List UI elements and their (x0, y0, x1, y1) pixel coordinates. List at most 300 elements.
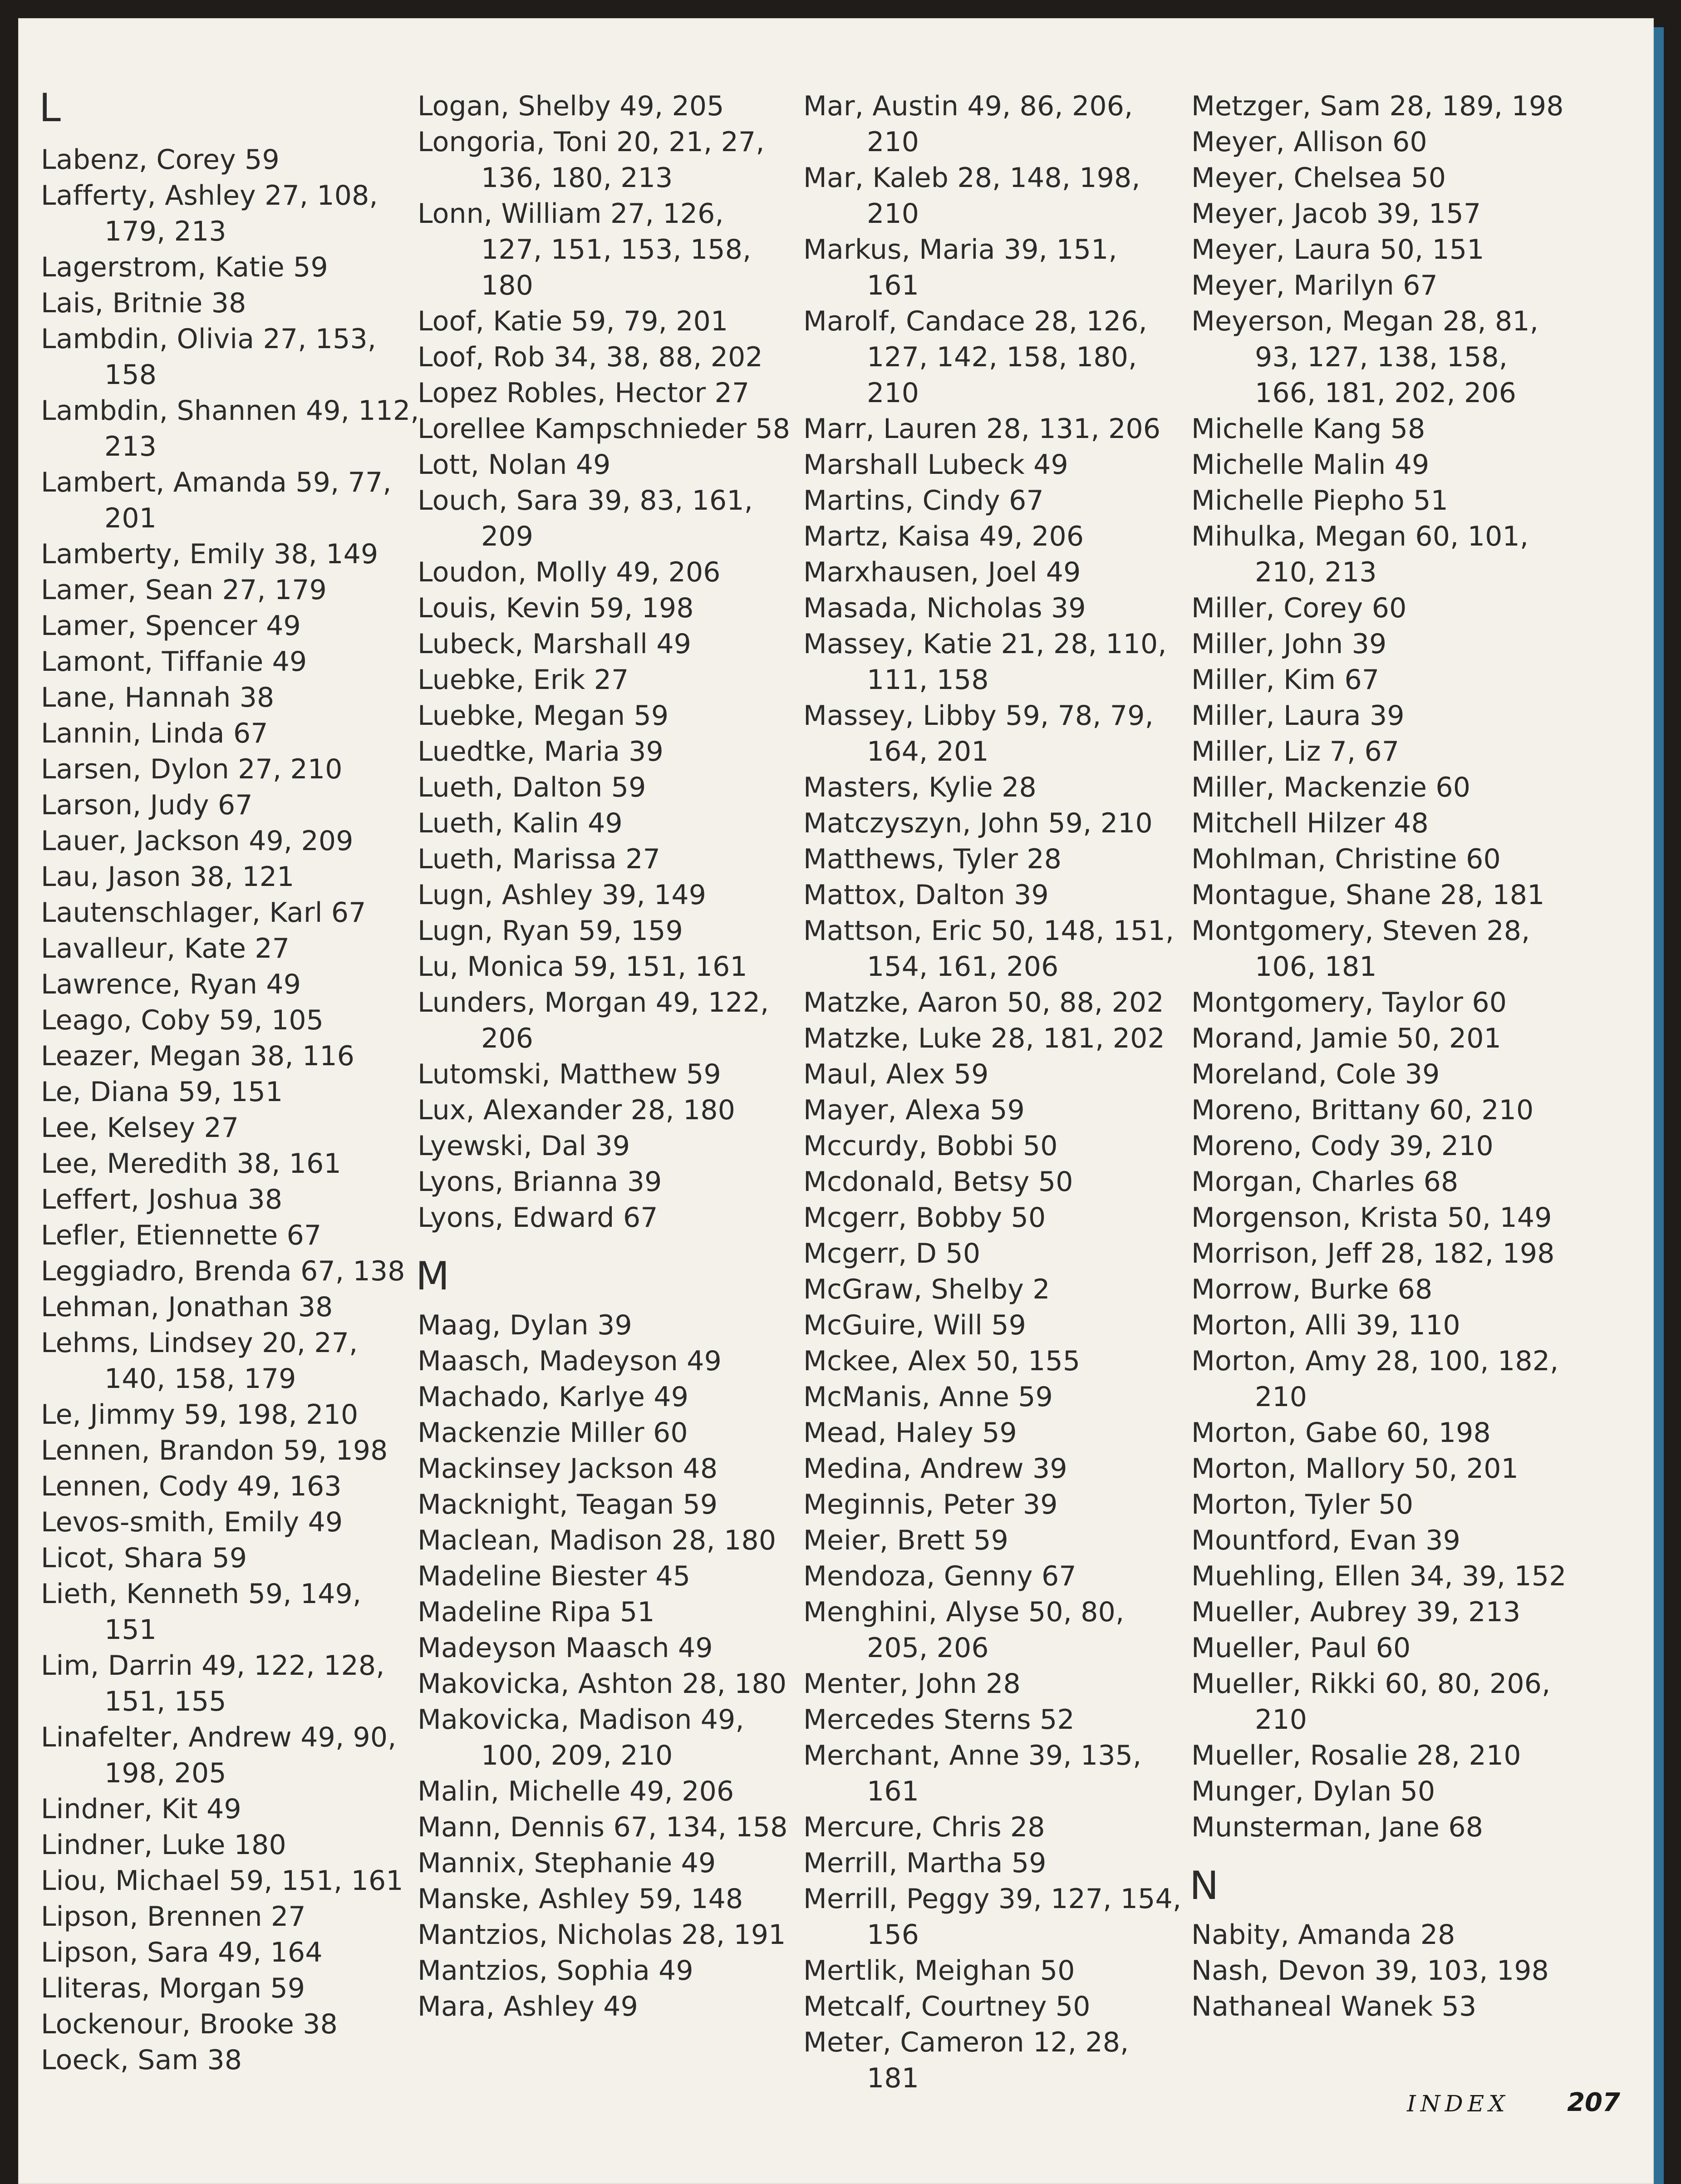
index-entry (803, 1738, 1194, 1810)
index-entry (1191, 770, 1627, 806)
index-entry-text: Linafelter, Andrew 49, 90, (41, 1722, 397, 1753)
index-entry (418, 1057, 808, 1092)
index-entry-text: Marolf, Candace 28, 126, (803, 305, 1147, 337)
index-entry (418, 339, 808, 375)
index-entry-text: Mead, Haley 59 (803, 1417, 1017, 1449)
index-entry-text: Meyer, Laura 50, 151 (1191, 234, 1484, 266)
index-entry-text: Miller, Corey 60 (1191, 592, 1407, 624)
index-entry-text: Malin, Michelle 49, 206 (418, 1776, 734, 1807)
index-entry-continuation: 213 (104, 431, 157, 462)
index-entry-text: Lagerstrom, Katie 59 (41, 251, 328, 283)
index-entry-text: Moreno, Brittany 60, 210 (1191, 1094, 1534, 1126)
index-entry-text: Mattson, Eric 50, 148, 151, (803, 915, 1175, 947)
index-entry (1191, 1810, 1627, 1845)
index-entry-continuation: 210 (867, 377, 919, 409)
index-entry (803, 1881, 1194, 1953)
index-entry-text: Morton, Mallory 50, 201 (1191, 1453, 1519, 1485)
index-entry (418, 1343, 808, 1379)
index-entry-text: Mackenzie Miller 60 (418, 1417, 688, 1449)
index-entry-text: Muehling, Ellen 34, 39, 152 (1191, 1560, 1567, 1592)
index-entry (418, 698, 808, 734)
index-entry (803, 1487, 1194, 1523)
index-entry-text: Mueller, Paul 60 (1191, 1632, 1411, 1664)
index-entry-continuation: 127, 151, 153, 158, (481, 234, 752, 266)
index-entry-text: Louis, Kevin 59, 198 (418, 592, 694, 624)
index-entry-text: Mcgerr, D 50 (803, 1238, 981, 1269)
index-entry-text: Machado, Karlye 49 (418, 1381, 689, 1413)
index-entry-text: Luebke, Megan 59 (418, 700, 669, 732)
index-entry (803, 1989, 1194, 2025)
index-entry (1191, 1523, 1627, 1559)
index-entry (41, 2007, 413, 2042)
index-entry-text: Leggiadro, Brenda 67, 138 (41, 1255, 405, 1287)
index-entry-text: Miller, John 39 (1191, 628, 1387, 660)
index-page (18, 18, 1654, 2184)
index-entry-text: Morgenson, Krista 50, 149 (1191, 1202, 1552, 1234)
index-entry (41, 393, 419, 465)
index-entry-text: Marshall Lubeck 49 (803, 449, 1068, 481)
index-column-3 (803, 89, 1194, 2096)
index-entry (803, 1092, 1194, 1128)
index-entry (418, 734, 808, 770)
index-entry (803, 770, 1194, 806)
index-entry (1191, 1953, 1627, 1989)
index-entry (803, 519, 1194, 555)
index-entry (418, 1774, 808, 1810)
index-entry-text: Merchant, Anne 39, 135, (803, 1740, 1142, 1771)
index-entry (418, 841, 808, 877)
index-entry (1191, 304, 1627, 411)
index-entry-text: Louch, Sara 39, 83, 161, (418, 485, 753, 516)
index-entry-text: Lorellee Kampschnieder 58 (418, 413, 791, 445)
index-entry (418, 1379, 808, 1415)
index-entry-text: Matthews, Tyler 28 (803, 843, 1062, 875)
index-entry (418, 1989, 808, 2025)
index-entry-text: Mueller, Rosalie 28, 210 (1191, 1740, 1521, 1771)
index-entry-continuation: 100, 209, 210 (481, 1740, 673, 1771)
index-entry-text: Nathaneal Wanek 53 (1191, 1991, 1477, 2022)
index-entry-text: Miller, Mackenzie 60 (1191, 772, 1471, 803)
index-entry-text: Lamer, Spencer 49 (41, 610, 301, 642)
index-entry-text: Lamberty, Emily 38, 149 (41, 538, 378, 570)
index-entry (1191, 124, 1627, 160)
index-entry-text: Mertlik, Meighan 50 (803, 1955, 1075, 1987)
index-entry-text: Lunders, Morgan 49, 122, (418, 987, 769, 1018)
index-entry (41, 1218, 413, 1254)
index-entry-text: Morand, Jamie 50, 201 (1191, 1023, 1501, 1054)
index-entry (41, 321, 413, 393)
index-entry (418, 913, 808, 949)
index-entry-text: Nash, Devon 39, 103, 198 (1191, 1955, 1549, 1987)
index-entry (418, 626, 808, 662)
index-entry (418, 590, 808, 626)
index-entry (418, 89, 808, 124)
index-entry (41, 644, 413, 680)
index-entry-text: Makovicka, Ashton 28, 180 (418, 1668, 787, 1700)
index-entry (803, 1559, 1194, 1594)
index-entry-continuation: 158 (104, 359, 157, 391)
index-entry (803, 698, 1194, 770)
index-entry-continuation: 164, 201 (867, 736, 989, 767)
index-entry (41, 967, 413, 1003)
index-entry (1191, 590, 1627, 626)
index-entry-text: Levos-smith, Emily 49 (41, 1506, 343, 1538)
index-entry-text: Manske, Ashley 59, 148 (418, 1883, 743, 1915)
index-entry (1191, 1092, 1627, 1128)
index-entry-text: Mueller, Rikki 60, 80, 206, (1191, 1668, 1551, 1700)
index-entry-text: Lamer, Sean 27, 179 (41, 574, 327, 606)
index-entry (803, 1236, 1194, 1272)
index-entry (803, 877, 1194, 913)
index-entry-text: Liou, Michael 59, 151, 161 (41, 1865, 403, 1897)
index-entry (418, 447, 808, 483)
index-entry (1191, 1559, 1627, 1594)
index-entry-continuation: 180 (481, 270, 534, 301)
index-entry-text: Lockenour, Brooke 38 (41, 2008, 338, 2040)
index-entry-continuation: 140, 158, 179 (104, 1363, 296, 1395)
index-entry-text: Lindner, Luke 180 (41, 1829, 286, 1861)
index-entry-text: Moreno, Cody 39, 210 (1191, 1130, 1494, 1162)
index-entry-text: Lauer, Jackson 49, 209 (41, 825, 354, 857)
index-entry-continuation: 136, 180, 213 (481, 162, 673, 194)
index-entry (41, 178, 413, 250)
index-entry-text: Meginnis, Peter 39 (803, 1489, 1058, 1520)
index-entry-text: Mohlman, Christine 60 (1191, 843, 1501, 875)
index-entry-text: Lehman, Jonathan 38 (41, 1291, 333, 1323)
index-entry (418, 1164, 808, 1200)
index-entry (803, 1594, 1194, 1666)
index-entry (1191, 1415, 1627, 1451)
index-entry-text: Michelle Piepho 51 (1191, 485, 1448, 516)
index-entry-text: Mara, Ashley 49 (418, 1991, 638, 2022)
index-entry (41, 931, 413, 967)
index-entry-text: Lux, Alexander 28, 180 (418, 1094, 736, 1126)
index-entry (41, 1899, 413, 1935)
index-entry-continuation: 198, 205 (104, 1757, 226, 1789)
index-entry-text: Lipson, Sara 49, 164 (41, 1937, 323, 1968)
index-entry (803, 626, 1194, 698)
index-entry (418, 662, 808, 698)
index-entry-text: Lannin, Linda 67 (41, 718, 268, 749)
index-entry-text: Marr, Lauren 28, 131, 206 (803, 413, 1161, 445)
index-column-1 (39, 85, 419, 2078)
index-entry (418, 1845, 808, 1881)
index-entry-text: Matzke, Luke 28, 181, 202 (803, 1023, 1165, 1054)
index-entry-text: Mantzios, Sophia 49 (418, 1955, 693, 1987)
index-entry-continuation: 166, 181, 202, 206 (1255, 377, 1517, 409)
index-entry-text: Leazer, Megan 38, 116 (41, 1040, 355, 1072)
index-entry-text: Lennen, Cody 49, 163 (41, 1471, 342, 1502)
index-entry-text: Makovicka, Madison 49, (418, 1704, 744, 1736)
index-entry-text: Loof, Katie 59, 79, 201 (418, 305, 728, 337)
index-entry (41, 1971, 413, 2007)
section-letter-heading: M (416, 1254, 450, 1299)
index-entry-continuation: 151 (104, 1614, 157, 1646)
index-entry (41, 716, 413, 752)
index-entry-text: Loof, Rob 34, 38, 88, 202 (418, 341, 763, 373)
index-column-2 (418, 89, 808, 2025)
index-entry-text: Lennen, Brandon 59, 198 (41, 1435, 388, 1466)
index-entry (1191, 734, 1627, 770)
index-entry-text: Maul, Alex 59 (803, 1058, 989, 1090)
index-entry-text: Lim, Darrin 49, 122, 128, (41, 1650, 385, 1682)
index-entry-continuation: 209 (481, 521, 534, 552)
index-entry (803, 590, 1194, 626)
index-entry-text: Meyer, Chelsea 50 (1191, 162, 1446, 194)
index-entry-text: Lambdin, Shannen 49, 112, (41, 395, 419, 427)
index-entry (41, 1540, 413, 1576)
index-entry-text: Lambert, Amanda 59, 77, (41, 467, 392, 498)
index-entry-text: Metzger, Sam 28, 189, 198 (1191, 90, 1564, 122)
index-entry-text: Mackinsey Jackson 48 (418, 1453, 718, 1485)
index-entry (418, 1953, 808, 1989)
index-entry (803, 985, 1194, 1021)
index-entry-text: Leffert, Joshua 38 (41, 1184, 283, 1215)
index-entry-text: Maclean, Madison 28, 180 (418, 1525, 777, 1556)
index-entry-text: Morton, Gabe 60, 198 (1191, 1417, 1491, 1449)
index-entry (41, 1254, 413, 1289)
index-entry-text: Lehms, Lindsey 20, 27, (41, 1327, 358, 1359)
index-entry (803, 1666, 1194, 1702)
index-entry-text: Labenz, Corey 59 (41, 144, 280, 176)
index-entry (803, 806, 1194, 841)
index-entry (803, 1379, 1194, 1415)
index-entry (418, 555, 808, 590)
index-entry (41, 1325, 413, 1397)
index-entry (1191, 1272, 1627, 1308)
index-entry (41, 1074, 413, 1110)
index-entry (418, 1559, 808, 1594)
index-entry (41, 895, 413, 931)
index-entry-text: Logan, Shelby 49, 205 (418, 90, 724, 122)
section-letter-heading: L (39, 85, 61, 131)
index-entry-text: Lueth, Marissa 27 (418, 843, 660, 875)
page-footer (1407, 2088, 1620, 2129)
index-entry-text: Mitchell Hilzer 48 (1191, 807, 1429, 839)
index-entry (1191, 1666, 1627, 1738)
index-entry (418, 1810, 808, 1845)
index-entry-text: Mcdonald, Betsy 50 (803, 1166, 1073, 1198)
index-entry-text: Mckee, Alex 50, 155 (803, 1345, 1081, 1377)
index-entry-text: Mattox, Dalton 39 (803, 879, 1049, 911)
index-entry-text: Lane, Hannah 38 (41, 682, 275, 713)
index-entry (1191, 483, 1627, 519)
index-entry (41, 285, 413, 321)
index-entry (41, 1469, 413, 1505)
index-entry (41, 1863, 413, 1899)
index-entry (1191, 1128, 1627, 1164)
index-entry-text: Morton, Tyler 50 (1191, 1489, 1414, 1520)
page-number: 207 (1567, 2088, 1620, 2117)
index-entry-text: Martins, Cindy 67 (803, 485, 1044, 516)
index-entry-text: Mcgerr, Bobby 50 (803, 1202, 1046, 1234)
index-entry-text: Meyer, Allison 60 (1191, 126, 1427, 158)
index-entry-text: Mihulka, Megan 60, 101, (1191, 521, 1529, 552)
index-entry (418, 304, 808, 339)
index-entry (418, 1594, 808, 1630)
index-entry-text: Lindner, Kit 49 (41, 1793, 241, 1825)
index-entry-text: Lambdin, Olivia 27, 153, (41, 323, 377, 355)
index-entry-text: Moreland, Cole 39 (1191, 1058, 1440, 1090)
index-entry-text: Lau, Jason 38, 121 (41, 861, 295, 893)
index-entry (803, 2025, 1194, 2096)
index-entry-text: Mercure, Chris 28 (803, 1811, 1045, 1843)
index-entry (803, 411, 1194, 447)
index-entry-text: Lott, Nolan 49 (418, 449, 611, 481)
index-entry-text: Lubeck, Marshall 49 (418, 628, 692, 660)
index-entry-text: Munger, Dylan 50 (1191, 1776, 1435, 1807)
index-entry-text: Meier, Brett 59 (803, 1525, 1008, 1556)
index-entry-text: Medina, Andrew 39 (803, 1453, 1067, 1485)
index-entry-continuation: 210 (867, 126, 919, 158)
index-entry (803, 160, 1194, 232)
index-entry-text: Menter, John 28 (803, 1668, 1021, 1700)
index-entry (41, 1648, 413, 1720)
index-entry-text: Mueller, Aubrey 39, 213 (1191, 1596, 1521, 1628)
index-entry-text: Lieth, Kenneth 59, 149, (41, 1578, 362, 1610)
index-entry (418, 1415, 808, 1451)
page-edge-strip (1654, 27, 1664, 2184)
index-entry-text: Licot, Shara 59 (41, 1542, 247, 1574)
index-entry-text: Lugn, Ryan 59, 159 (418, 915, 683, 947)
index-entry (418, 949, 808, 985)
index-entry (803, 304, 1194, 411)
index-entry (803, 1308, 1194, 1343)
index-entry (803, 1845, 1194, 1881)
index-entry (803, 1272, 1194, 1308)
index-entry (803, 841, 1194, 877)
index-entry (418, 1523, 808, 1559)
index-entry-text: Meyerson, Megan 28, 81, (1191, 305, 1539, 337)
index-entry-text: Morrison, Jeff 28, 182, 198 (1191, 1238, 1555, 1269)
index-entry (418, 375, 808, 411)
index-entry-text: Lugn, Ashley 39, 149 (418, 879, 707, 911)
index-entry (1191, 985, 1627, 1021)
index-entry (1191, 698, 1627, 734)
index-entry-text: Metcalf, Courtney 50 (803, 1991, 1091, 2022)
index-entry (41, 572, 413, 608)
index-entry-text: Merrill, Peggy 39, 127, 154, (803, 1883, 1182, 1915)
index-entry (41, 608, 413, 644)
index-entry-text: Meyer, Marilyn 67 (1191, 270, 1438, 301)
index-entry-continuation: 111, 158 (867, 664, 989, 696)
index-entry (1191, 1451, 1627, 1487)
index-entry-text: Madeline Biester 45 (418, 1560, 691, 1592)
index-entry (1191, 196, 1627, 232)
index-entry (418, 1630, 808, 1666)
index-entry (418, 1666, 808, 1702)
index-entry-text: Massey, Katie 21, 28, 110, (803, 628, 1167, 660)
index-entry (418, 483, 808, 555)
index-entry (803, 89, 1194, 160)
index-entry-text: Lautenschlager, Karl 67 (41, 897, 366, 929)
index-entry (41, 1505, 413, 1540)
index-entry-text: Lipson, Brennen 27 (41, 1901, 306, 1933)
index-entry-text: McGraw, Shelby 2 (803, 1274, 1050, 1305)
index-entry-text: Larson, Judy 67 (41, 789, 253, 821)
index-entry-text: Lavalleur, Kate 27 (41, 933, 290, 964)
index-entry (1191, 1200, 1627, 1236)
index-entry (418, 770, 808, 806)
index-entry-text: Longoria, Toni 20, 21, 27, (418, 126, 765, 158)
index-entry-text: Martz, Kaisa 49, 206 (803, 521, 1084, 552)
index-entry (418, 196, 808, 304)
index-entry (418, 1917, 808, 1953)
index-entry-continuation: 106, 181 (1255, 951, 1377, 983)
index-entry (41, 1935, 413, 1971)
index-entry (1191, 232, 1627, 268)
index-entry-text: Mann, Dennis 67, 134, 158 (418, 1811, 788, 1843)
index-entry-text: McManis, Anne 59 (803, 1381, 1053, 1413)
index-entry (41, 823, 413, 859)
index-entry (41, 752, 413, 787)
index-column-4 (1191, 89, 1627, 2025)
index-entry (1191, 877, 1627, 913)
index-entry-text: Michelle Kang 58 (1191, 413, 1425, 445)
index-entry-text: Lyewski, Dal 39 (418, 1130, 630, 1162)
index-entry-text: Lamont, Tiffanie 49 (41, 646, 307, 678)
index-entry-text: Madeyson Maasch 49 (418, 1632, 713, 1664)
index-entry-text: Miller, Liz 7, 67 (1191, 736, 1400, 767)
index-entry (803, 555, 1194, 590)
index-entry (1191, 160, 1627, 196)
index-entry (41, 1110, 413, 1146)
index-entry-text: Lefler, Etiennette 67 (41, 1220, 322, 1251)
index-entry (803, 483, 1194, 519)
index-entry (41, 536, 413, 572)
index-entry-continuation: 210 (867, 198, 919, 230)
index-entry (803, 447, 1194, 483)
index-entry-text: Mountford, Evan 39 (1191, 1525, 1460, 1556)
index-entry (41, 1182, 413, 1218)
index-entry-text: Lonn, William 27, 126, (418, 198, 724, 230)
index-entry-continuation: 206 (481, 1023, 534, 1054)
index-entry (1191, 841, 1627, 877)
index-entry (1191, 1057, 1627, 1092)
index-entry (803, 1021, 1194, 1057)
index-entry-continuation: 210, 213 (1255, 556, 1377, 588)
index-entry-text: Mar, Kaleb 28, 148, 198, (803, 162, 1140, 194)
index-entry-text: Macknight, Teagan 59 (418, 1489, 718, 1520)
section-letter-heading: N (1189, 1863, 1219, 1909)
index-entry (1191, 1630, 1627, 1666)
index-entry-text: Lafferty, Ashley 27, 108, (41, 180, 378, 212)
index-entry (1191, 89, 1627, 124)
index-entry-text: Lawrence, Ryan 49 (41, 969, 301, 1000)
index-entry (418, 806, 808, 841)
index-entry-text: Larsen, Dylon 27, 210 (41, 753, 343, 785)
index-entry-text: Loeck, Sam 38 (41, 2044, 242, 2076)
index-entry (41, 1146, 413, 1182)
index-entry (1191, 268, 1627, 304)
index-entry (803, 1451, 1194, 1487)
index-entry-continuation: 205, 206 (867, 1632, 989, 1664)
index-entry (1191, 626, 1627, 662)
index-entry-text: Lueth, Kalin 49 (418, 807, 623, 839)
index-entry-text: Marxhausen, Joel 49 (803, 556, 1081, 588)
index-entry (1191, 447, 1627, 483)
index-entry-text: Merrill, Martha 59 (803, 1847, 1047, 1879)
index-entry-continuation: 161 (867, 270, 919, 301)
index-entry (41, 680, 413, 716)
index-entry-text: Masters, Kylie 28 (803, 772, 1037, 803)
index-entry (1191, 1308, 1627, 1343)
index-entry (1191, 1594, 1627, 1630)
index-entry (1191, 411, 1627, 447)
index-entry-text: Lliteras, Morgan 59 (41, 1972, 305, 2004)
index-entry-text: Massey, Libby 59, 78, 79, (803, 700, 1154, 732)
index-entry (418, 1092, 808, 1128)
